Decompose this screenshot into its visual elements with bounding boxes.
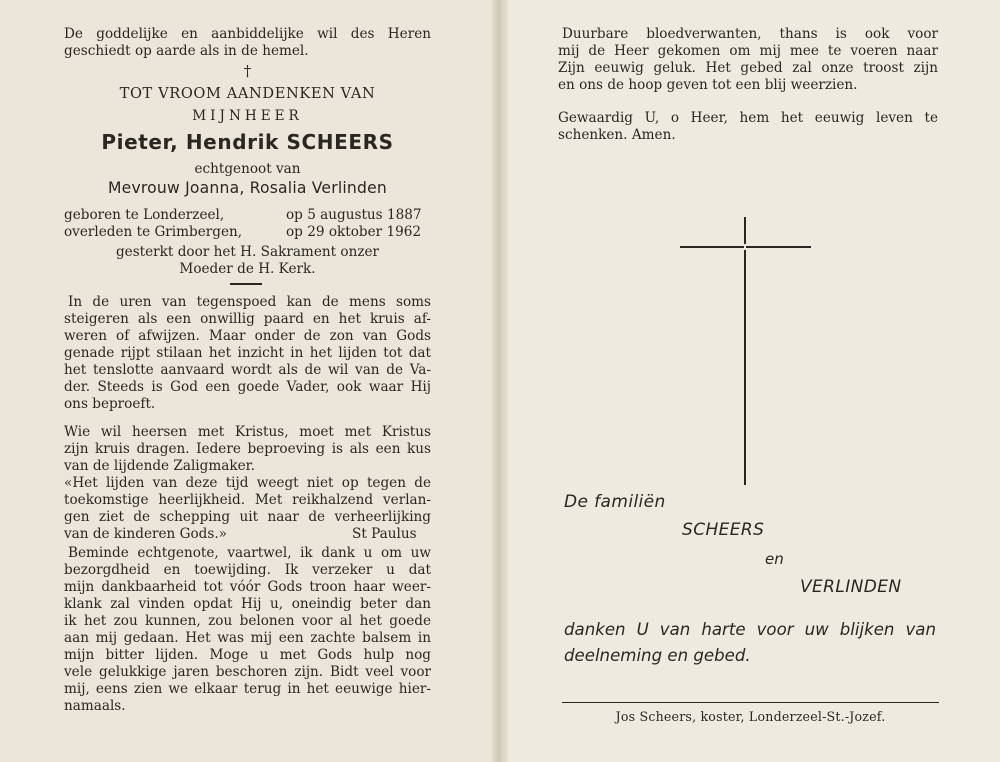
text-line: vele gelukkige jaren beschoren zijn. Bidt veel voor	[64, 664, 431, 680]
header-line-1: De goddelijke en aanbiddelijke wil des Heren	[64, 26, 431, 42]
divider	[230, 283, 262, 285]
paragraph-1	[64, 294, 431, 413]
text-line: aan mij gedaan. Het was mij een zachte balsem in	[64, 630, 431, 646]
text-line: Beminde echtgenote, vaartwel, ik dank u om uw	[68, 545, 431, 561]
text-line: der. Steeds is God een goede Vader, ook waar Hij	[64, 379, 431, 395]
cross-symbol: †	[243, 62, 252, 80]
header-line-2: geschiedt op aarde als in de hemel.	[64, 43, 309, 59]
text-line: steigeren als een onwillig paard en het kruis af-	[64, 311, 431, 327]
printer-rule	[562, 702, 939, 703]
family-name-1: SCHEERS	[682, 520, 765, 540]
printer-credit: Jos Scheers, koster, Londerzeel-St.-Jozef.	[615, 709, 886, 724]
text-line: het tenslotte aanvaard wordt als de wil van de Va-	[64, 362, 431, 378]
paragraph-2	[64, 424, 431, 475]
text-line: Zijn eeuwig geluk. Het gebed zal onze troost zijn	[558, 60, 938, 76]
text-line: bezorgdheid en toewijding. Ik verzeker u dat	[64, 562, 431, 578]
text-line: toekomstige heerlijkheid. Met reikhalzend verlan-	[64, 492, 431, 508]
title-word: MIJNHEER	[192, 108, 303, 124]
text-line: Gewaardig U, o Heer, hem het eeuwig leven te	[558, 110, 938, 126]
right-paragraph-2	[558, 110, 938, 144]
right-paragraph-1	[558, 26, 938, 94]
text-line: namaals.	[64, 698, 126, 714]
text-line: mij, eens zien we elkaar terug in het eeuwige hier-	[64, 681, 431, 697]
birth-place: geboren te Londerzeel,	[64, 207, 225, 223]
cross-vertical	[744, 217, 746, 485]
text-line: mij de Heer gekomen om mij mee te voeren naar	[558, 43, 938, 59]
deceased-name: Pieter, Hendrik SCHEERS	[101, 130, 394, 154]
death-date: op 29 oktober 1962	[286, 224, 422, 240]
birth-date: op 5 augustus 1887	[286, 207, 422, 223]
text-line: schenken. Amen.	[558, 127, 676, 143]
text-line: van de lijdende Zaligmaker.	[64, 458, 255, 474]
thanks-line-1: danken U van harte voor uw blijken van	[564, 620, 936, 639]
text-line: Duurbare bloedverwanten, thans is ook voor	[562, 26, 938, 42]
card-fold	[492, 0, 508, 762]
text-line: «Het lijden van deze tijd weegt niet op tegen de	[64, 475, 431, 491]
death-place: overleden te Grimbergen,	[64, 224, 243, 240]
paragraph-4	[64, 545, 431, 715]
family-name-2: VERLINDEN	[800, 577, 902, 597]
sacrament-line-1: gesterkt door het H. Sakrament onzer	[115, 244, 380, 260]
text-line: genade rijpt stilaan het inzicht in het lijden tot dat	[64, 345, 431, 361]
text-line: en ons de hoop geven tot een blij weerzien.	[558, 77, 858, 93]
text-line: In de uren van tegenspoed kan de mens soms	[68, 294, 431, 310]
quote-source: St Paulus	[352, 526, 417, 542]
text-line: weren of afwijzen. Maar onder de zon van Gods	[64, 328, 431, 344]
text-line: klank zal vinden opdat Hij u, oneindig beter dan	[64, 596, 431, 612]
text-line: zijn kruis dragen. Iedere beproeving is als een kus	[64, 441, 431, 457]
memorial-line: TOT VROOM AANDENKEN VAN	[119, 85, 376, 102]
families-intro: De familiën	[564, 492, 666, 512]
text-line: ons beproeft.	[64, 396, 156, 412]
cross-center-gap	[744, 244, 746, 250]
text-line: gen ziet de schepping uit naar de verheerlijking	[64, 509, 431, 525]
thanks-line-2: deelneming en gebed.	[564, 646, 751, 665]
text-line: mijn dankbaarheid tot vóór Gods troon haar weer-	[64, 579, 431, 595]
spouse-intro: echtgenoot van	[194, 161, 301, 177]
text-line: Wie wil heersen met Kristus, moet met Kristus	[64, 424, 431, 440]
text-line: van de kinderen Gods.»	[64, 526, 227, 542]
spouse-name: Mevrouw Joanna, Rosalia Verlinden	[108, 179, 387, 197]
text-line: mijn bitter lijden. Moge u met Gods hulp nog	[64, 647, 431, 663]
sacrament-line-2: Moeder de H. Kerk.	[179, 261, 316, 277]
text-line: ik het zou kunnen, zou belonen voor al het goede	[64, 613, 431, 629]
conjunction: en	[765, 550, 784, 568]
